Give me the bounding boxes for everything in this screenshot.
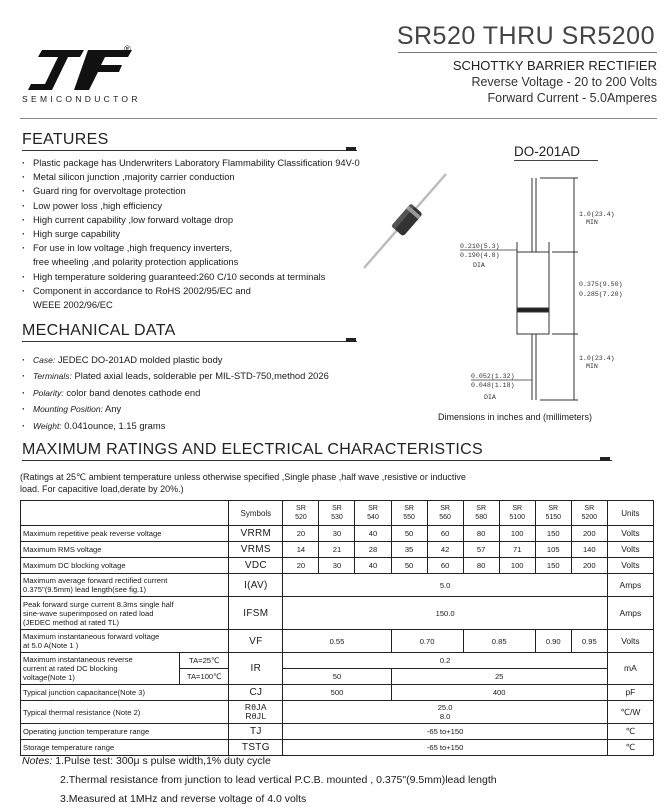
value-cell: 140 <box>571 542 607 558</box>
value-cell: 400 <box>391 685 607 701</box>
value-cell: 0.55 <box>283 630 391 653</box>
value-cell: 40 <box>355 558 391 574</box>
dim-body-len-2: 0.285(7.20) <box>579 291 623 298</box>
symbol-cell: CJ <box>229 685 283 701</box>
dim-body-dia-2: 0.190(4.8) <box>460 252 500 259</box>
dim-lead-top-1: 1.0(23.4) <box>579 211 615 218</box>
value-cell: 35 <box>391 542 427 558</box>
value-cell: 50 <box>391 558 427 574</box>
symbol-cell: TSTG <box>229 740 283 756</box>
product-subtitle: SCHOTTKY BARRIER RECTIFIER <box>452 58 657 73</box>
mech-key: Mounting Position: <box>33 404 103 415</box>
table-row <box>21 501 654 526</box>
ratings-rule <box>22 460 612 461</box>
part-header: SR 540 <box>355 501 391 526</box>
dim-lead-dia-3: DIA <box>484 394 496 401</box>
value-cell: 20 <box>283 526 319 542</box>
unit-cell: mA <box>607 653 653 685</box>
list-item: · Low power loss ,high efficiency <box>22 199 367 213</box>
value-cell: 25.0 8.0 <box>283 701 607 724</box>
mechanical-rule <box>22 341 357 342</box>
ratings-title: MAXIMUM RATINGS AND ELECTRICAL CHARACTERISTICS <box>22 441 483 458</box>
value-cell: 0.70 <box>391 630 463 653</box>
value-cell: 25 <box>391 669 607 685</box>
unit-cell: Volts <box>607 558 653 574</box>
table-row <box>21 542 654 558</box>
list-item <box>22 385 367 401</box>
dim-body-dia-1: 0.210(5.3) <box>460 243 500 250</box>
param-label: Maximum repetitive peak reverse voltage <box>21 526 229 542</box>
package-underline <box>514 160 598 161</box>
unit-cell: Volts <box>607 526 653 542</box>
unit-cell: Volts <box>607 542 653 558</box>
value-cell: 71 <box>499 542 535 558</box>
param-label: Maximum average forward rectified current 0.375"(9.5mm) lead length(see fig.1) <box>21 574 229 597</box>
value-cell: 80 <box>463 558 499 574</box>
list-item: · High current capability ,low forward voltage drop <box>22 213 367 227</box>
mech-key: Weight: <box>33 420 62 431</box>
units-header: Units <box>607 501 653 526</box>
diode-photo <box>362 170 452 270</box>
list-item: · Plastic package has Underwriters Laboratory Flammability Classification 94V-0 <box>22 156 367 170</box>
value-cell: 50 <box>283 669 391 685</box>
package-outline <box>440 170 640 420</box>
package-name: DO-201AD <box>514 144 581 159</box>
table-row <box>21 558 654 574</box>
value-cell: 500 <box>283 685 391 701</box>
value-cell: 30 <box>319 526 355 542</box>
registered-mark: ® <box>124 44 131 54</box>
mech-value: Plated axial leads, solderable per MIL-STD-750,method 2026 <box>71 370 329 382</box>
value-cell: 57 <box>463 542 499 558</box>
reverse-voltage: Reverse Voltage - 20 to 200 Volts <box>471 75 657 89</box>
param-label: Operating junction temperature range <box>21 724 229 740</box>
table-row <box>21 574 654 597</box>
part-header: SR 5100 <box>499 501 535 526</box>
value-cell: 0.85 <box>463 630 535 653</box>
list-item: WEEE 2002/96/EC <box>33 299 113 311</box>
title-rule <box>398 52 657 53</box>
mechanical-title: MECHANICAL DATA <box>22 322 176 339</box>
list-item: · For use in low voltage ,high frequency inverters, <box>22 241 367 255</box>
mech-value: 0.041ounce, 1.15 grams <box>61 419 166 431</box>
value-cell: 150.0 <box>283 597 607 630</box>
dim-lead-top-2: MIN <box>586 219 598 226</box>
value-cell: 150 <box>535 526 571 542</box>
dimensions-note: Dimensions in inches and (millimeters) <box>438 412 593 422</box>
list-item: · High surge capability <box>22 227 367 241</box>
value-cell: 40 <box>355 526 391 542</box>
value-cell: 105 <box>535 542 571 558</box>
condition-cell: TA=25℃ <box>180 653 229 669</box>
value-cell: -65 to+150 <box>283 724 607 740</box>
dim-lead-dia-1: 0.052(1.32) <box>471 373 515 380</box>
table-row <box>21 526 654 542</box>
list-item <box>22 401 367 417</box>
symbol-cell: IR <box>229 653 283 685</box>
table-row <box>21 653 654 669</box>
table-row <box>21 685 654 701</box>
value-cell: 0.2 <box>283 653 607 669</box>
symbol-cell: VDC <box>229 558 283 574</box>
param-label: Peak forward surge current 8.3ms single half sine-wave superimposed on rated load (JEDEC method at rated TL) <box>21 597 229 630</box>
value-cell: 200 <box>571 526 607 542</box>
ratings-rule-mark <box>600 457 610 461</box>
value-cell: 0.95 <box>571 630 607 653</box>
list-item: · Component in accordance to RoHS 2002/95/EC and <box>22 284 367 298</box>
header-rule <box>20 118 657 119</box>
value-cell: 21 <box>319 542 355 558</box>
condition-cell: TA=100℃ <box>180 669 229 685</box>
list-item: · Guard ring for overvoltage protection <box>22 184 367 198</box>
value-cell: 80 <box>463 526 499 542</box>
part-header: SR 5200 <box>571 501 607 526</box>
value-cell: 60 <box>427 558 463 574</box>
table-row <box>21 724 654 740</box>
dim-body-len-1: 0.375(9.50) <box>579 281 623 288</box>
part-header: SR 580 <box>463 501 499 526</box>
symbol-cell: I(AV) <box>229 574 283 597</box>
unit-cell: ℃ <box>607 740 653 756</box>
unit-cell: ℃ <box>607 724 653 740</box>
param-label: Maximum instantaneous reverse current at rated DC blocking voltage(Note 1) <box>21 653 180 685</box>
param-label: Maximum RMS voltage <box>21 542 229 558</box>
note-2: 2.Thermal resistance from junction to lead vertical P.C.B. mounted , 0.375"(9.5mm)lead length <box>60 774 497 786</box>
note-1 <box>22 752 497 771</box>
value-cell: -65 to+150 <box>283 740 607 756</box>
note-text: 1.Pulse test: 300μ s pulse width,1% duty cycle <box>55 755 271 767</box>
part-header: SR 530 <box>319 501 355 526</box>
ratings-note-line1: (Ratings at 25℃ ambient temperature unless otherwise specified ,Single phase ,half wave ,resistive or inductive <box>20 472 466 482</box>
table-row <box>21 630 654 653</box>
mech-value: Any <box>102 403 122 415</box>
value-cell: 150 <box>535 558 571 574</box>
mech-key: Terminals: <box>33 371 72 382</box>
value-cell: 60 <box>427 526 463 542</box>
symbol-cell: IFSM <box>229 597 283 630</box>
unit-cell: pF <box>607 685 653 701</box>
dim-lead-dia-2: 0.048(1.18) <box>471 382 515 389</box>
unit-cell: Amps <box>607 597 653 630</box>
mechanical-list <box>22 352 367 434</box>
param-label: Maximum DC blocking voltage <box>21 558 229 574</box>
brand-subtitle: SEMICONDUCTOR <box>22 94 141 104</box>
list-item: · High temperature soldering guaranteed:260 C/10 seconds at terminals <box>22 270 367 284</box>
value-cell: 42 <box>427 542 463 558</box>
dim-lead-bot-2: MIN <box>586 363 598 370</box>
param-label: Typical junction capacitance(Note 3) <box>21 685 229 701</box>
mech-key: Polarity: <box>33 387 64 398</box>
dim-body-dia-3: DIA <box>473 262 485 269</box>
notes-label: Notes: <box>22 755 53 767</box>
symbol-cell: RθJA RθJL <box>229 701 283 724</box>
ratings-note <box>20 471 520 495</box>
unit-cell: Amps <box>607 574 653 597</box>
list-item <box>22 418 367 434</box>
note-3: 3.Measured at 1MHz and reverse voltage of 4.0 volts <box>60 793 307 805</box>
value-cell: 20 <box>283 558 319 574</box>
param-label: Maximum instantaneous forward voltage at 5.0 A(Note 1 ) <box>21 630 229 653</box>
value-cell: 5.0 <box>283 574 607 597</box>
symbol-cell: TJ <box>229 724 283 740</box>
ratings-note-line2: load. For capacitive load,derate by 20%.) <box>20 484 184 494</box>
value-cell: 28 <box>355 542 391 558</box>
mech-value: JEDEC DO-201AD molded plastic body <box>55 354 223 365</box>
list-item <box>22 368 367 384</box>
list-item: · Metal silicon junction ,majority carrier conduction <box>22 170 367 184</box>
features-rule <box>22 150 357 151</box>
value-cell: 30 <box>319 558 355 574</box>
param-label: Storage temperature range <box>21 740 229 756</box>
table-row <box>21 597 654 630</box>
unit-cell: Volts <box>607 630 653 653</box>
table-cell <box>21 501 229 526</box>
forward-current: Forward Current - 5.0Amperes <box>487 91 657 105</box>
symbol-cell: VRRM <box>229 526 283 542</box>
features-list <box>22 156 367 312</box>
value-cell: 0.90 <box>535 630 571 653</box>
symbol-cell: VRMS <box>229 542 283 558</box>
list-item <box>22 352 367 368</box>
value-cell: 100 <box>499 526 535 542</box>
notes <box>22 752 497 809</box>
features-title: FEATURES <box>22 131 109 148</box>
part-header: SR 560 <box>427 501 463 526</box>
value-cell: 200 <box>571 558 607 574</box>
symbols-header: Symbols <box>229 501 283 526</box>
symbol-cell: VF <box>229 630 283 653</box>
part-header: SR 520 <box>283 501 319 526</box>
mechanical-rule-mark <box>346 338 356 342</box>
dim-lead-bot-1: 1.0(23.4) <box>579 355 615 362</box>
mech-value: color band denotes cathode end <box>63 386 201 398</box>
mech-key: Case: <box>33 355 56 365</box>
ratings-table <box>20 500 654 756</box>
value-cell: 14 <box>283 542 319 558</box>
table-row <box>21 701 654 724</box>
list-item: free wheeling ,and polarity protection applications <box>33 256 239 268</box>
unit-cell: ℃/W <box>607 701 653 724</box>
param-label: Typical thermal resistance (Note 2) <box>21 701 229 724</box>
value-cell: 50 <box>391 526 427 542</box>
part-title: SR520 THRU SR5200 <box>396 22 655 50</box>
part-header: SR 5150 <box>535 501 571 526</box>
value-cell: 100 <box>499 558 535 574</box>
features-rule-mark <box>346 147 356 151</box>
part-header: SR 550 <box>391 501 427 526</box>
